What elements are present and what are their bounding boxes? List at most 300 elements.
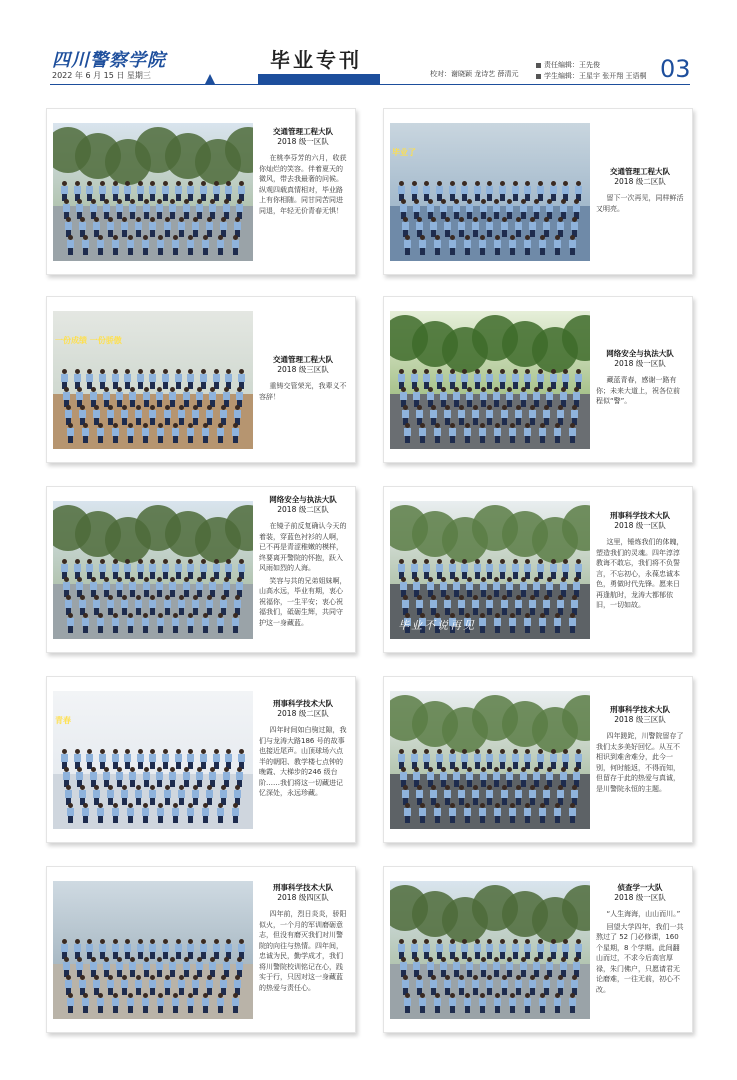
person-figure xyxy=(461,369,468,389)
people-row xyxy=(398,939,582,959)
person-figure xyxy=(464,993,471,1013)
person-figure xyxy=(135,595,142,615)
person-figure xyxy=(121,785,128,805)
person-figure xyxy=(169,387,176,407)
person-figure xyxy=(63,199,70,219)
person-figure xyxy=(411,939,418,959)
people-row xyxy=(398,749,582,769)
person-figure xyxy=(234,975,241,995)
person-figure xyxy=(557,975,564,995)
person-figure xyxy=(234,785,241,805)
person-figure xyxy=(116,957,123,977)
person-figure xyxy=(499,559,506,579)
person-figure xyxy=(444,595,451,615)
person-figure xyxy=(411,749,418,769)
person-figure xyxy=(187,803,194,823)
person-figure xyxy=(464,803,471,823)
person-figure xyxy=(400,767,407,787)
person-figure xyxy=(225,939,232,959)
person-figure xyxy=(537,181,544,201)
unit-name: 交通管理工程大队 xyxy=(610,167,670,176)
person-figure xyxy=(562,181,569,201)
person-figure xyxy=(449,369,456,389)
person-figure xyxy=(461,749,468,769)
person-figure xyxy=(164,595,171,615)
person-figure xyxy=(103,957,110,977)
person-figure xyxy=(162,559,169,579)
person-figure xyxy=(65,785,72,805)
person-figure xyxy=(419,235,426,255)
person-figure xyxy=(486,749,493,769)
person-figure xyxy=(554,803,561,823)
person-figure xyxy=(472,975,479,995)
person-figure xyxy=(430,975,437,995)
person-figure xyxy=(472,217,479,237)
person-figure xyxy=(515,595,522,615)
person-figure xyxy=(209,957,216,977)
person-figure xyxy=(142,613,149,633)
person-figure xyxy=(234,595,241,615)
person-figure xyxy=(440,577,447,597)
person-figure xyxy=(458,405,465,425)
person-figure xyxy=(453,767,460,787)
person-figure xyxy=(520,577,527,597)
class-name: 2018 级二区队 xyxy=(277,505,329,514)
person-figure xyxy=(183,387,190,407)
person-figure xyxy=(112,423,119,443)
person-figure xyxy=(430,595,437,615)
person-figure xyxy=(97,613,104,633)
person-figure xyxy=(99,749,106,769)
person-figure xyxy=(202,423,209,443)
person-figure xyxy=(61,749,68,769)
section-title: 毕业专刊 xyxy=(270,48,362,72)
unit-name: 网络安全与执法大队 xyxy=(606,349,674,358)
unit-name: 刑事科学技术大队 xyxy=(273,883,333,892)
person-figure xyxy=(400,387,407,407)
person-figure xyxy=(400,577,407,597)
person-figure xyxy=(97,993,104,1013)
person-figure xyxy=(76,577,83,597)
person-figure xyxy=(149,785,156,805)
person-figure xyxy=(560,387,567,407)
people-row xyxy=(65,217,241,237)
person-figure xyxy=(557,405,564,425)
person-figure xyxy=(206,595,213,615)
person-figure xyxy=(402,405,409,425)
title-bar xyxy=(258,74,380,84)
people-row xyxy=(400,387,580,407)
person-figure xyxy=(232,803,239,823)
person-figure xyxy=(82,993,89,1013)
person-figure xyxy=(217,235,224,255)
person-figure xyxy=(164,405,171,425)
person-figure xyxy=(127,803,134,823)
person-figure xyxy=(175,749,182,769)
page-header xyxy=(0,0,737,92)
person-figure xyxy=(509,235,516,255)
person-figure xyxy=(573,199,580,219)
person-figure xyxy=(416,217,423,237)
class-name: 2018 级一区队 xyxy=(614,359,666,368)
person-figure xyxy=(86,939,93,959)
person-figure xyxy=(156,957,163,977)
person-figure xyxy=(524,993,531,1013)
person-figure xyxy=(444,405,451,425)
caption-box xyxy=(259,495,347,630)
people-row xyxy=(400,199,580,219)
person-figure xyxy=(562,369,569,389)
person-figure xyxy=(543,217,550,237)
person-figure xyxy=(79,975,86,995)
person-figure xyxy=(76,387,83,407)
person-figure xyxy=(474,559,481,579)
person-figure xyxy=(515,405,522,425)
person-figure xyxy=(453,957,460,977)
person-figure xyxy=(137,749,144,769)
person-figure xyxy=(449,559,456,579)
person-figure xyxy=(430,785,437,805)
person-figure xyxy=(506,957,513,977)
people-row xyxy=(61,749,245,769)
person-figure xyxy=(434,993,441,1013)
people-row xyxy=(404,803,576,823)
person-figure xyxy=(142,993,149,1013)
person-figure xyxy=(232,993,239,1013)
person-figure xyxy=(562,559,569,579)
person-figure xyxy=(236,199,243,219)
person-figure xyxy=(99,559,106,579)
person-figure xyxy=(200,369,207,389)
person-figure xyxy=(200,559,207,579)
person-figure xyxy=(398,369,405,389)
person-figure xyxy=(506,199,513,219)
people-row xyxy=(61,181,245,201)
person-figure xyxy=(575,369,582,389)
class-name: 2018 级二区队 xyxy=(614,177,666,186)
person-figure xyxy=(149,405,156,425)
person-figure xyxy=(404,235,411,255)
person-figure xyxy=(562,749,569,769)
person-figure xyxy=(156,577,163,597)
person-figure xyxy=(575,181,582,201)
person-figure xyxy=(573,767,580,787)
person-figure xyxy=(63,767,70,787)
person-figure xyxy=(86,749,93,769)
person-figure xyxy=(234,217,241,237)
person-figure xyxy=(178,217,185,237)
person-figure xyxy=(506,387,513,407)
person-figure xyxy=(411,369,418,389)
person-figure xyxy=(116,577,123,597)
person-figure xyxy=(82,613,89,633)
person-figure xyxy=(546,199,553,219)
person-figure xyxy=(127,613,134,633)
person-figure xyxy=(413,199,420,219)
person-figure xyxy=(423,749,430,769)
person-figure xyxy=(501,785,508,805)
person-figure xyxy=(573,957,580,977)
person-figure xyxy=(149,595,156,615)
caption-box xyxy=(259,355,347,404)
person-figure xyxy=(225,369,232,389)
person-figure xyxy=(236,957,243,977)
person-figure xyxy=(404,423,411,443)
person-figure xyxy=(571,595,578,615)
person-figure xyxy=(107,785,114,805)
person-figure xyxy=(427,577,434,597)
person-figure xyxy=(124,559,131,579)
class-name: 2018 级三区队 xyxy=(277,365,329,374)
person-figure xyxy=(149,369,156,389)
person-figure xyxy=(129,767,136,787)
person-figure xyxy=(453,387,460,407)
person-figure xyxy=(82,235,89,255)
person-figure xyxy=(157,235,164,255)
person-figure xyxy=(93,595,100,615)
caption-paragraph: 这里，锤炼我们的体魄，塑造我们的灵魂。四年淳淳教诲不敢忘，我们将不负誓言，不忘初心，永葆忠诚本色，勇做时代先锋。愿来日再逢航时，龙涛大都郁依旧，一切如故。 xyxy=(596,538,684,609)
person-figure xyxy=(550,369,557,389)
person-figure xyxy=(398,939,405,959)
person-figure xyxy=(217,423,224,443)
person-figure xyxy=(520,199,527,219)
person-figure xyxy=(524,939,531,959)
person-figure xyxy=(79,595,86,615)
people-row xyxy=(402,785,578,805)
person-figure xyxy=(124,181,131,201)
article-card xyxy=(383,486,693,653)
person-figure xyxy=(61,939,68,959)
person-figure xyxy=(449,993,456,1013)
person-figure xyxy=(562,939,569,959)
masthead-logo: 四川警察学院 xyxy=(52,50,166,71)
person-figure xyxy=(209,199,216,219)
person-figure xyxy=(65,405,72,425)
group-photo xyxy=(390,123,590,261)
person-figure xyxy=(116,387,123,407)
person-figure xyxy=(512,369,519,389)
person-figure xyxy=(512,559,519,579)
person-figure xyxy=(427,387,434,407)
person-figure xyxy=(453,199,460,219)
person-figure xyxy=(413,577,420,597)
person-figure xyxy=(569,235,576,255)
person-figure xyxy=(474,369,481,389)
people-row xyxy=(400,577,580,597)
person-figure xyxy=(200,939,207,959)
person-figure xyxy=(220,217,227,237)
person-figure xyxy=(175,559,182,579)
person-figure xyxy=(220,595,227,615)
person-figure xyxy=(172,803,179,823)
person-figure xyxy=(162,181,169,201)
person-figure xyxy=(124,369,131,389)
article-card xyxy=(46,296,356,463)
person-figure xyxy=(515,975,522,995)
person-figure xyxy=(206,405,213,425)
caption-paragraph: 重铸交管荣光，我辈义不容辞！ xyxy=(259,382,347,401)
person-figure xyxy=(512,749,519,769)
group-photo xyxy=(390,311,590,449)
person-figure xyxy=(509,803,516,823)
person-figure xyxy=(480,957,487,977)
person-figure xyxy=(533,387,540,407)
person-figure xyxy=(142,423,149,443)
person-figure xyxy=(74,749,81,769)
person-figure xyxy=(124,749,131,769)
person-figure xyxy=(112,235,119,255)
person-figure xyxy=(486,785,493,805)
person-figure xyxy=(423,559,430,579)
people-row xyxy=(65,975,241,995)
person-figure xyxy=(398,749,405,769)
person-figure xyxy=(238,559,245,579)
person-figure xyxy=(560,577,567,597)
person-figure xyxy=(461,939,468,959)
person-figure xyxy=(93,405,100,425)
people-row xyxy=(65,595,241,615)
person-figure xyxy=(127,235,134,255)
person-figure xyxy=(112,181,119,201)
person-figure xyxy=(183,957,190,977)
person-figure xyxy=(217,613,224,633)
person-figure xyxy=(464,423,471,443)
person-figure xyxy=(569,993,576,1013)
person-figure xyxy=(493,957,500,977)
person-figure xyxy=(61,369,68,389)
person-figure xyxy=(112,749,119,769)
person-figure xyxy=(74,559,81,579)
person-figure xyxy=(546,767,553,787)
person-figure xyxy=(99,939,106,959)
person-figure xyxy=(206,975,213,995)
people-row xyxy=(67,423,239,443)
person-figure xyxy=(474,939,481,959)
person-figure xyxy=(76,957,83,977)
person-figure xyxy=(494,993,501,1013)
person-figure xyxy=(112,939,119,959)
person-figure xyxy=(61,559,68,579)
person-figure xyxy=(202,613,209,633)
person-figure xyxy=(501,217,508,237)
person-figure xyxy=(466,767,473,787)
person-figure xyxy=(479,423,486,443)
person-figure xyxy=(86,181,93,201)
person-figure xyxy=(493,577,500,597)
person-figure xyxy=(121,405,128,425)
people-row xyxy=(63,387,243,407)
people-row xyxy=(400,957,580,977)
person-figure xyxy=(416,785,423,805)
person-figure xyxy=(560,199,567,219)
person-figure xyxy=(416,975,423,995)
person-figure xyxy=(187,749,194,769)
person-figure xyxy=(86,559,93,579)
person-figure xyxy=(543,785,550,805)
person-figure xyxy=(529,785,536,805)
people-row xyxy=(402,217,578,237)
photo-banner-text: 毕业了 xyxy=(392,148,416,157)
person-figure xyxy=(449,181,456,201)
article-card xyxy=(383,108,693,275)
person-figure xyxy=(529,405,536,425)
person-figure xyxy=(543,595,550,615)
person-figure xyxy=(137,939,144,959)
person-figure xyxy=(554,993,561,1013)
person-figure xyxy=(506,767,513,787)
person-figure xyxy=(223,387,230,407)
person-figure xyxy=(480,577,487,597)
caption-paragraph: 回望大学四年，我们一共熬过了 52 门必修课，160 个星期，8 个学期。此间翻山而过，不求今后高官厚禄，朱门佛户，只愿请君无论磨难，一往无前，初心不改。 xyxy=(596,922,684,994)
person-figure xyxy=(486,939,493,959)
person-figure xyxy=(99,181,106,201)
person-figure xyxy=(63,957,70,977)
person-figure xyxy=(560,767,567,787)
person-figure xyxy=(436,939,443,959)
person-figure xyxy=(524,803,531,823)
person-figure xyxy=(436,369,443,389)
person-figure xyxy=(103,577,110,597)
person-figure xyxy=(149,975,156,995)
person-figure xyxy=(427,767,434,787)
person-figure xyxy=(480,199,487,219)
people-row xyxy=(63,767,243,787)
group-photo xyxy=(53,311,253,449)
person-figure xyxy=(209,577,216,597)
person-figure xyxy=(232,423,239,443)
person-figure xyxy=(449,235,456,255)
person-figure xyxy=(187,993,194,1013)
person-figure xyxy=(97,423,104,443)
person-figure xyxy=(175,181,182,201)
person-figure xyxy=(178,785,185,805)
person-figure xyxy=(200,181,207,201)
person-figure xyxy=(137,181,144,201)
person-figure xyxy=(493,199,500,219)
person-figure xyxy=(107,975,114,995)
person-figure xyxy=(107,595,114,615)
group-photo xyxy=(53,691,253,829)
person-figure xyxy=(461,559,468,579)
article-card xyxy=(383,676,693,843)
person-figure xyxy=(474,181,481,201)
person-figure xyxy=(571,217,578,237)
person-figure xyxy=(93,785,100,805)
photo-banner-text: 青春 xyxy=(55,716,71,725)
person-figure xyxy=(515,217,522,237)
person-figure xyxy=(520,387,527,407)
person-figure xyxy=(413,957,420,977)
person-figure xyxy=(217,803,224,823)
person-figure xyxy=(573,577,580,597)
class-name: 2018 级二区队 xyxy=(277,709,329,718)
person-figure xyxy=(157,423,164,443)
person-figure xyxy=(74,939,81,959)
person-figure xyxy=(539,993,546,1013)
caption-box xyxy=(259,699,347,801)
person-figure xyxy=(143,199,150,219)
person-figure xyxy=(172,423,179,443)
person-figure xyxy=(196,767,203,787)
caption-box xyxy=(596,883,684,997)
person-figure xyxy=(479,613,486,633)
person-figure xyxy=(172,235,179,255)
person-figure xyxy=(178,405,185,425)
person-figure xyxy=(90,577,97,597)
person-figure xyxy=(413,767,420,787)
person-figure xyxy=(434,803,441,823)
person-figure xyxy=(223,957,230,977)
